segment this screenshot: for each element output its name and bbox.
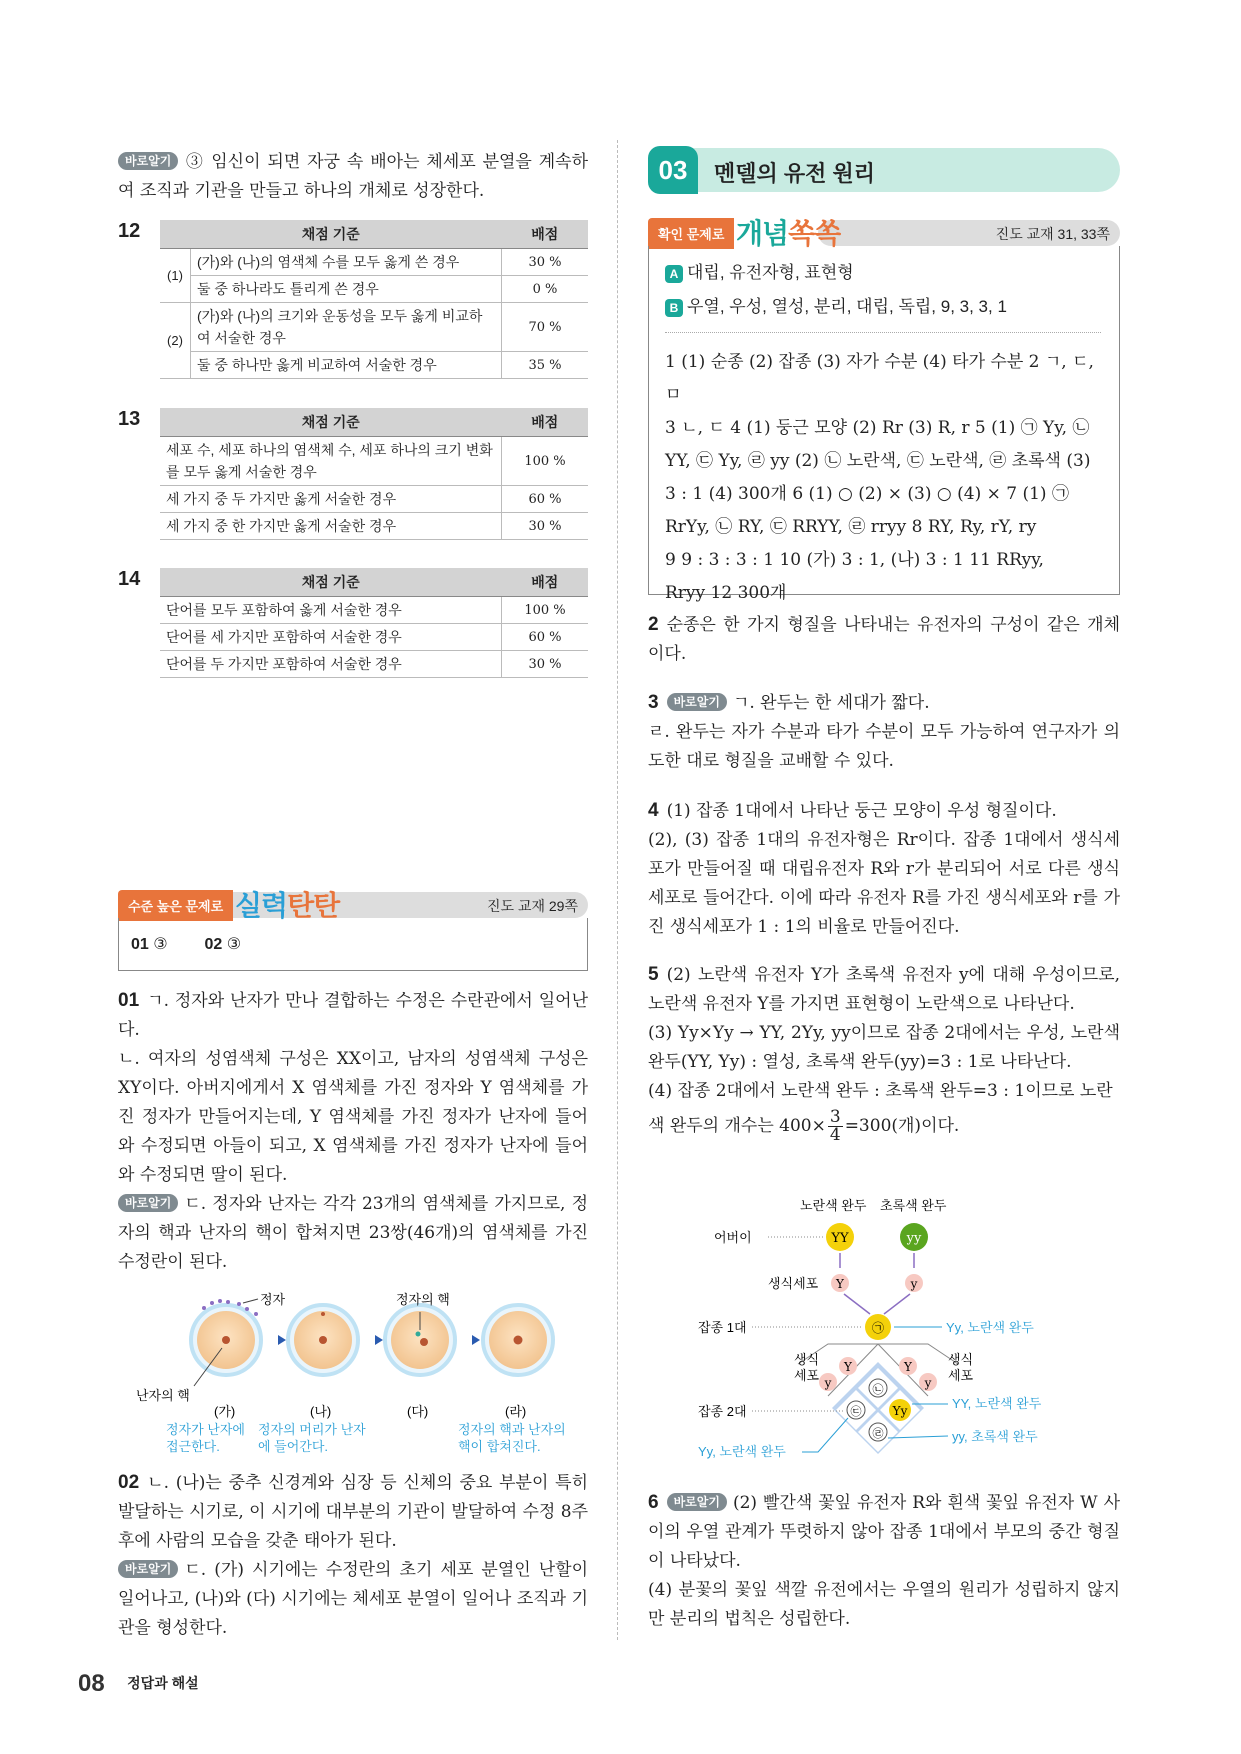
check-tag: 확인 문제로 — [648, 218, 734, 249]
circled-2: ㉡ — [872, 1384, 884, 1396]
check-body — [648, 246, 1120, 603]
row-points: 35 % — [502, 352, 589, 379]
column-divider — [617, 140, 618, 1640]
q02-block — [118, 1468, 588, 1643]
table-row — [160, 352, 588, 379]
row-text: 둘 중 하나만 옳게 비교하여 서술한 경우 — [191, 352, 502, 379]
paragraph: (2) 빨간색 꽃잎 유전자 R와 흰색 꽃잎 유전자 W 사이의 우열 관계가 뚜렷하지 않아 잡종 1대에서 부모의 중간 형질이 나타났다. — [648, 1493, 1120, 1571]
egg-na — [288, 1305, 358, 1375]
question-number: 3 — [648, 692, 659, 713]
caption-ra: 정자의 핵과 난자의 — [458, 1422, 566, 1437]
paragraph: ㄱ. 완두는 한 세대가 짧다. — [732, 693, 930, 713]
row-points: 100 % — [502, 437, 589, 486]
label-f2: 잡종 2대 — [698, 1404, 747, 1419]
caption-ga: 접근한다. — [166, 1439, 220, 1454]
correction-badge: 바로알기 — [118, 1560, 178, 1578]
question-number: 2 — [648, 614, 659, 635]
row-text: (가)와 (나)의 크기와 운동성을 모두 옳게 비교하여 서술한 경우 — [191, 303, 502, 352]
paragraph: 순종은 한 가지 형질을 나타내는 유전자의 구성이 같은 개체이다. — [648, 615, 1120, 664]
caption-na: 에 들어간다. — [258, 1439, 329, 1454]
answer-line: Rryy 12 300개 — [665, 583, 787, 603]
table-row — [160, 651, 588, 678]
check-title-b: 쏙쏙 — [788, 218, 841, 249]
intro-text: ③ 임신이 되면 자궁 속 배아는 체세포 분열을 계속하여 조직과 기관을 만들고 하나의 개체로 성장한다. — [118, 152, 588, 201]
paragraph: (1) 잡종 1대에서 나타난 둥근 모양이 우성 형질이다. — [666, 801, 1057, 821]
page-number: 08 — [78, 1670, 105, 1697]
scoring-table-12 — [160, 220, 588, 379]
table-row — [160, 303, 588, 352]
table-header-points: 배점 — [502, 220, 589, 249]
table-13-number: 13 — [118, 408, 141, 430]
fraction-numerator: 3 — [829, 1107, 841, 1127]
correction-badge: 바로알기 — [667, 1493, 727, 1511]
label-parent: 어버이 — [714, 1230, 752, 1245]
answer-line: YY, ㉢ Yy, ㉣ yy (2) ㉡ 노란색, ㉢ 노란색, ㉣ 초록색 (3) — [665, 451, 1091, 471]
table-row — [160, 437, 588, 486]
stage-label: (다) — [407, 1404, 429, 1419]
question-number: 6 — [648, 1492, 659, 1513]
dotted-divider — [665, 332, 1101, 333]
genotype-Yy: Yy — [892, 1404, 908, 1418]
row-sub: (2) — [160, 303, 191, 379]
label-gamete-right: 세포 — [948, 1368, 974, 1383]
table-header-points: 배점 — [502, 568, 589, 597]
row-text: 세 가지 중 한 가지만 옳게 서술한 경우 — [160, 513, 502, 540]
concept-check-box — [648, 216, 1120, 603]
answer-value: ③ — [226, 936, 242, 953]
table-header-criteria: 채점 기준 — [160, 568, 502, 597]
row-text: 세 가지 중 두 가지만 옳게 서술한 경우 — [160, 486, 502, 513]
paragraph: (2), (3) 잡종 1대의 유전자형은 Rr이다. 잡종 1대에서 생식세포가 만들어질 때 대립유전자 R와 r가 분리되어 서로 다른 생식세포로 들어간다. 이에 따라 유전자 R를 가진 생식세포와 r를 가진 생식세포가 1 : 1의 비율로 만들어진다. — [648, 830, 1120, 937]
caption-ga: 정자가 난자에 — [166, 1422, 245, 1437]
chapter-header — [648, 148, 1120, 192]
row-points: 30 % — [502, 651, 589, 678]
correction-badge: 바로알기 — [118, 1194, 178, 1212]
label-yellow-pea: 노란색 완두 — [800, 1198, 867, 1213]
paragraph: ㄷ. (가) 시기에는 수정란의 초기 세포 분열인 난할이 일어나고, (나)와 (다) 시기에는 체세포 분열이 일어나 조직과 기관을 형성한다. — [118, 1560, 588, 1638]
correction-badge: 바로알기 — [667, 693, 727, 711]
table-header-points: 배점 — [502, 408, 589, 437]
table-header-criteria: 채점 기준 — [160, 408, 502, 437]
row-text: 단어를 모두 포함하여 옳게 서술한 경우 — [160, 597, 502, 624]
pea-cross-diagram — [698, 1196, 1108, 1472]
section-title-b: 탄탄 — [287, 890, 340, 921]
label-gamete-right: 생식 — [948, 1352, 974, 1367]
row-text: 세포 수, 세포 하나의 염색체 수, 세포 하나의 크기 변화를 모두 옳게 서술한 경우 — [160, 437, 502, 486]
paragraph: ㄴ. 여자의 성염색체 구성은 XX이고, 남자의 성염색체 구성은 XY이다. 아버지에게서 X 염색체를 가진 정자와 Y 염색체를 가진 정자가 만들어지는데, Y 염색체를 가진 정자가 난자에 들어와 수정되면 아들이 되고, X 염색체를 가진 정자가 난자에 들어와 수정되면 딸이 된다. — [118, 1049, 588, 1185]
row-points: 60 % — [502, 624, 589, 651]
section-ref: 진도 교재 29쪽 — [487, 898, 578, 914]
stage-label: (나) — [310, 1404, 332, 1419]
table-row — [160, 276, 588, 303]
label-gamete-left: 세포 — [794, 1368, 820, 1383]
paragraph: (2) 노란색 유전자 Y가 초록색 유전자 y에 대해 우성이므로, 노란색 유전자 Y를 가지면 표현형이 노란색으로 나타난다. — [648, 965, 1120, 1014]
paragraph: ㄷ. 정자와 난자는 각각 23개의 염색체를 가지므로, 정자의 핵과 난자의 핵이 합쳐지면 23쌍(46개)의 염색체를 가진 수정란이 된다. — [118, 1194, 588, 1272]
caption-na: 정자의 머리가 난자 — [258, 1422, 366, 1437]
scoring-table-14 — [160, 568, 588, 678]
footer-title: 정답과 해설 — [127, 1675, 199, 1691]
answer-number: 01 — [131, 936, 149, 953]
concept-a-text: 대립, 유전자형, 표현형 — [687, 263, 854, 282]
allele-y: y — [910, 1277, 918, 1291]
page-footer — [78, 1670, 199, 1698]
label-egg-nucleus: 난자의 핵 — [136, 1388, 190, 1403]
egg-ra — [483, 1305, 553, 1375]
row-points: 100 % — [502, 597, 589, 624]
circled-1: ㉠ — [871, 1321, 885, 1335]
row-points: 60 % — [502, 486, 589, 513]
answer-line: 1 (1) 순종 (2) 잡종 (3) 자가 수분 (4) 타가 수분 2 ㄱ, ㄷ, ㅁ — [665, 352, 1094, 405]
label-sperm-nucleus: 정자의 핵 — [396, 1292, 450, 1307]
label-green-pea: 초록색 완두 — [880, 1198, 947, 1213]
label-gamete-left: 생식 — [794, 1352, 820, 1367]
paragraph: (3) Yy×Yy → YY, 2Yy, yy이므로 잡종 2대에서는 우성, 노란색 완두(YY, Yy) : 열성, 초록색 완두(yy)=3 : 1로 나타난다. — [648, 1023, 1120, 1072]
table-row — [160, 597, 588, 624]
row-text: 단어를 두 가지만 포함하여 서술한 경우 — [160, 651, 502, 678]
row-text: 둘 중 하나라도 틀리게 쓴 경우 — [191, 276, 502, 303]
table-12-number: 12 — [118, 220, 141, 242]
table-row — [160, 486, 588, 513]
paragraph: (4) 분꽃의 꽃잎 색깔 유전에서는 우열의 원리가 성립하지 않지만 분리의 법칙은 성립한다. — [648, 1580, 1120, 1629]
label-sperm: 정자 — [260, 1292, 286, 1307]
allele-Y: Y — [844, 1360, 852, 1374]
allele-y: y — [924, 1376, 932, 1390]
genotype-yy: yy — [906, 1231, 922, 1246]
circled-3: ㉢ — [850, 1406, 862, 1418]
question-number: 02 — [118, 1472, 140, 1493]
concept-b-label: B — [665, 299, 683, 317]
paragraph-fraction — [648, 1106, 1120, 1146]
circled-4: ㉣ — [872, 1428, 884, 1440]
genotype-YY: YY — [831, 1231, 849, 1246]
row-points: 0 % — [502, 276, 589, 303]
f1-note: Yy, 노란색 완두 — [946, 1320, 1034, 1335]
question-number: 4 — [648, 800, 659, 821]
allele-Y: Y — [904, 1360, 912, 1374]
answer-line: RrYy, ㉡ RY, ㉢ RRYY, ㉣ rryy 8 RY, Ry, rY, ry — [665, 517, 1037, 537]
answer-number: 02 — [204, 936, 223, 953]
stage-label: (라) — [505, 1404, 527, 1419]
intro-paragraph — [118, 148, 588, 206]
stage-label: (가) — [214, 1404, 236, 1419]
section-tag: 수준 높은 문제로 — [118, 890, 233, 921]
q01-block — [118, 986, 588, 1277]
f2-note-Yy: Yy, 노란색 완두 — [698, 1444, 786, 1459]
table-row — [160, 513, 588, 540]
f2-note-yy: yy, 초록색 완두 — [952, 1429, 1038, 1444]
section-answer-box — [118, 918, 588, 971]
table-header-criteria: 채점 기준 — [160, 220, 502, 249]
correction-badge: 바로알기 — [118, 152, 178, 170]
q2-block — [648, 610, 1120, 669]
fraction — [828, 1109, 843, 1144]
row-sub: (1) — [160, 249, 191, 303]
answer-line: 3 : 1 (4) 300개 6 (1) ○ (2) × (3) ○ (4) × 7 (1) ㉠ — [665, 484, 1069, 504]
row-points: 30 % — [502, 249, 589, 276]
fertilization-figure — [118, 1290, 588, 1460]
concept-b-text: 우열, 우성, 열성, 분리, 대립, 독립, 9, 3, 3, 1 — [687, 297, 1007, 316]
egg-ga — [191, 1305, 261, 1375]
scoring-table-13 — [160, 408, 588, 540]
concept-a — [665, 258, 854, 283]
paragraph: ㄱ. 정자와 난자가 만나 결합하는 수정은 수란관에서 일어난다. — [118, 991, 588, 1040]
concept-b — [665, 292, 1007, 317]
check-ref: 진도 교재 31, 33쪽 — [995, 226, 1110, 242]
section-title-a: 실력 — [235, 890, 288, 921]
q4-block — [648, 796, 1120, 942]
paragraph: ㄴ. (나)는 중추 신경계와 심장 등 신체의 중요 부분이 특히 발달하는 시기로, 이 시기에 대부분의 기관이 발달하여 수정 8주 후에 사람의 모습을 갖춘 태아가 된다. — [118, 1473, 588, 1551]
row-text: 단어를 세 가지만 포함하여 서술한 경우 — [160, 624, 502, 651]
label-f1: 잡종 1대 — [698, 1320, 747, 1335]
q5-block — [648, 960, 1120, 1146]
label-gamete: 생식세포 — [768, 1276, 819, 1291]
question-number: 01 — [118, 990, 140, 1011]
answer-lines — [665, 346, 1105, 610]
question-number: 5 — [648, 964, 659, 985]
chapter-title: 멘델의 유전 원리 — [714, 161, 875, 186]
q3-block — [648, 688, 1120, 776]
check-title-a: 개념 — [736, 218, 789, 249]
allele-Y: Y — [836, 1277, 844, 1291]
advanced-section-box — [118, 888, 588, 970]
answer-line: 3 ㄴ, ㄷ 4 (1) 둥근 모양 (2) Rr (3) R, r 5 (1) ㉠ Yy, ㉡ — [665, 418, 1090, 438]
paragraph: =300(개)이다. — [844, 1116, 960, 1136]
table-row — [160, 624, 588, 651]
concept-a-label: A — [665, 265, 683, 283]
row-points: 70 % — [502, 303, 589, 352]
f2-note-YY: YY, 노란색 완두 — [952, 1396, 1042, 1411]
paragraph: (4) 잡종 2대에서 노란색 완두 : 초록색 완두=3 : 1이므로 노란 — [648, 1081, 1113, 1101]
row-text: (가)와 (나)의 염색체 수를 모두 옳게 쓴 경우 — [191, 249, 502, 276]
paragraph: 색 완두의 개수는 400× — [648, 1116, 826, 1136]
answer-line: 9 9 : 3 : 3 : 1 10 (가) 3 : 1, (나) 3 : 1 11 RRyy, — [665, 550, 1044, 570]
q6-block — [648, 1488, 1120, 1634]
table-row — [160, 249, 588, 276]
allele-y: y — [824, 1376, 832, 1390]
answer-value: ③ — [153, 936, 168, 953]
chapter-number: 03 — [648, 146, 698, 194]
paragraph: ㄹ. 완두는 자가 수분과 타가 수분이 모두 가능하여 연구자가 의도한 대로 형질을 교배할 수 있다. — [648, 722, 1120, 771]
section-answers — [131, 934, 241, 954]
row-points: 30 % — [502, 513, 589, 540]
table-14-number: 14 — [118, 568, 141, 590]
caption-ra: 핵이 합쳐진다. — [458, 1439, 541, 1454]
fraction-denominator: 4 — [829, 1125, 841, 1145]
